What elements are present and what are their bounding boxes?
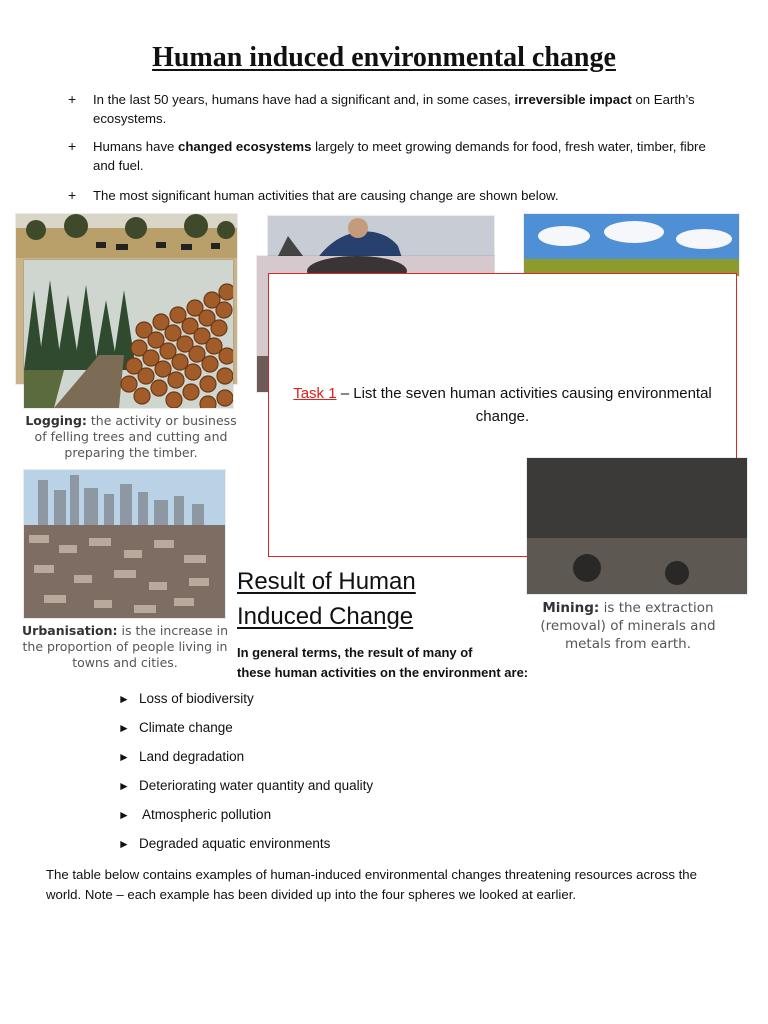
result-intro: In general terms, the result of many of these human activities on the environment are:	[237, 645, 529, 680]
plus-icon: +	[68, 187, 77, 203]
list-item: ► Land degradation	[118, 749, 245, 764]
task-label: Task 1	[293, 385, 337, 402]
logging-caption: Logging: the activity or business of felling trees and cutting and preparing the timber.	[25, 413, 237, 460]
list-item: ► Loss of biodiversity	[118, 691, 254, 706]
intro-bullet: + In the last 50 years, humans have had a significant and, in some cases, irreversible impact on Earth’s ecosystems.	[68, 91, 695, 126]
task-instruction: Task 1 – List the seven human activities causing environmental change.	[293, 385, 712, 425]
list-item: ► Climate change	[118, 720, 233, 735]
footer-paragraph: The table below contains examples of human-induced environmental changes threatening resources across the world. Note – each example has been divided up into the four spheres we looked at earlier.	[46, 867, 697, 902]
arrow-right-icon: ►	[118, 779, 130, 793]
mining-caption: Mining: is the extraction (removal) of minerals and metals from earth.	[540, 600, 716, 652]
field-photo	[524, 214, 739, 276]
plus-icon: +	[68, 138, 77, 154]
page-title: Human induced environmental change	[152, 42, 616, 73]
plus-icon: +	[68, 91, 77, 107]
urbanisation-caption: Urbanisation: is the increase in the proportion of people living in towns and cities.	[22, 623, 228, 670]
list-item: ► Atmospheric pollution	[118, 807, 272, 822]
result-heading: Result of Human Induced Change	[237, 568, 416, 630]
urbanisation-photo	[24, 470, 225, 618]
arrow-right-icon: ►	[118, 808, 130, 822]
arrow-right-icon: ►	[118, 692, 130, 706]
intro-bullet: + Humans have changed ecosystems largely to meet growing demands for food, fresh water, timber, fibre and fuel.	[68, 138, 706, 173]
logging-photo	[24, 260, 233, 408]
arrow-right-icon: ►	[118, 721, 130, 735]
intro-bullet: + The most significant human activities that are causing change are shown below.	[68, 187, 559, 203]
list-item: ► Deteriorating water quantity and quality	[118, 778, 374, 793]
list-item: ► Degraded aquatic environments	[118, 836, 331, 851]
arrow-right-icon: ►	[118, 750, 130, 764]
arrow-right-icon: ►	[118, 837, 130, 851]
mining-photo	[527, 458, 747, 594]
